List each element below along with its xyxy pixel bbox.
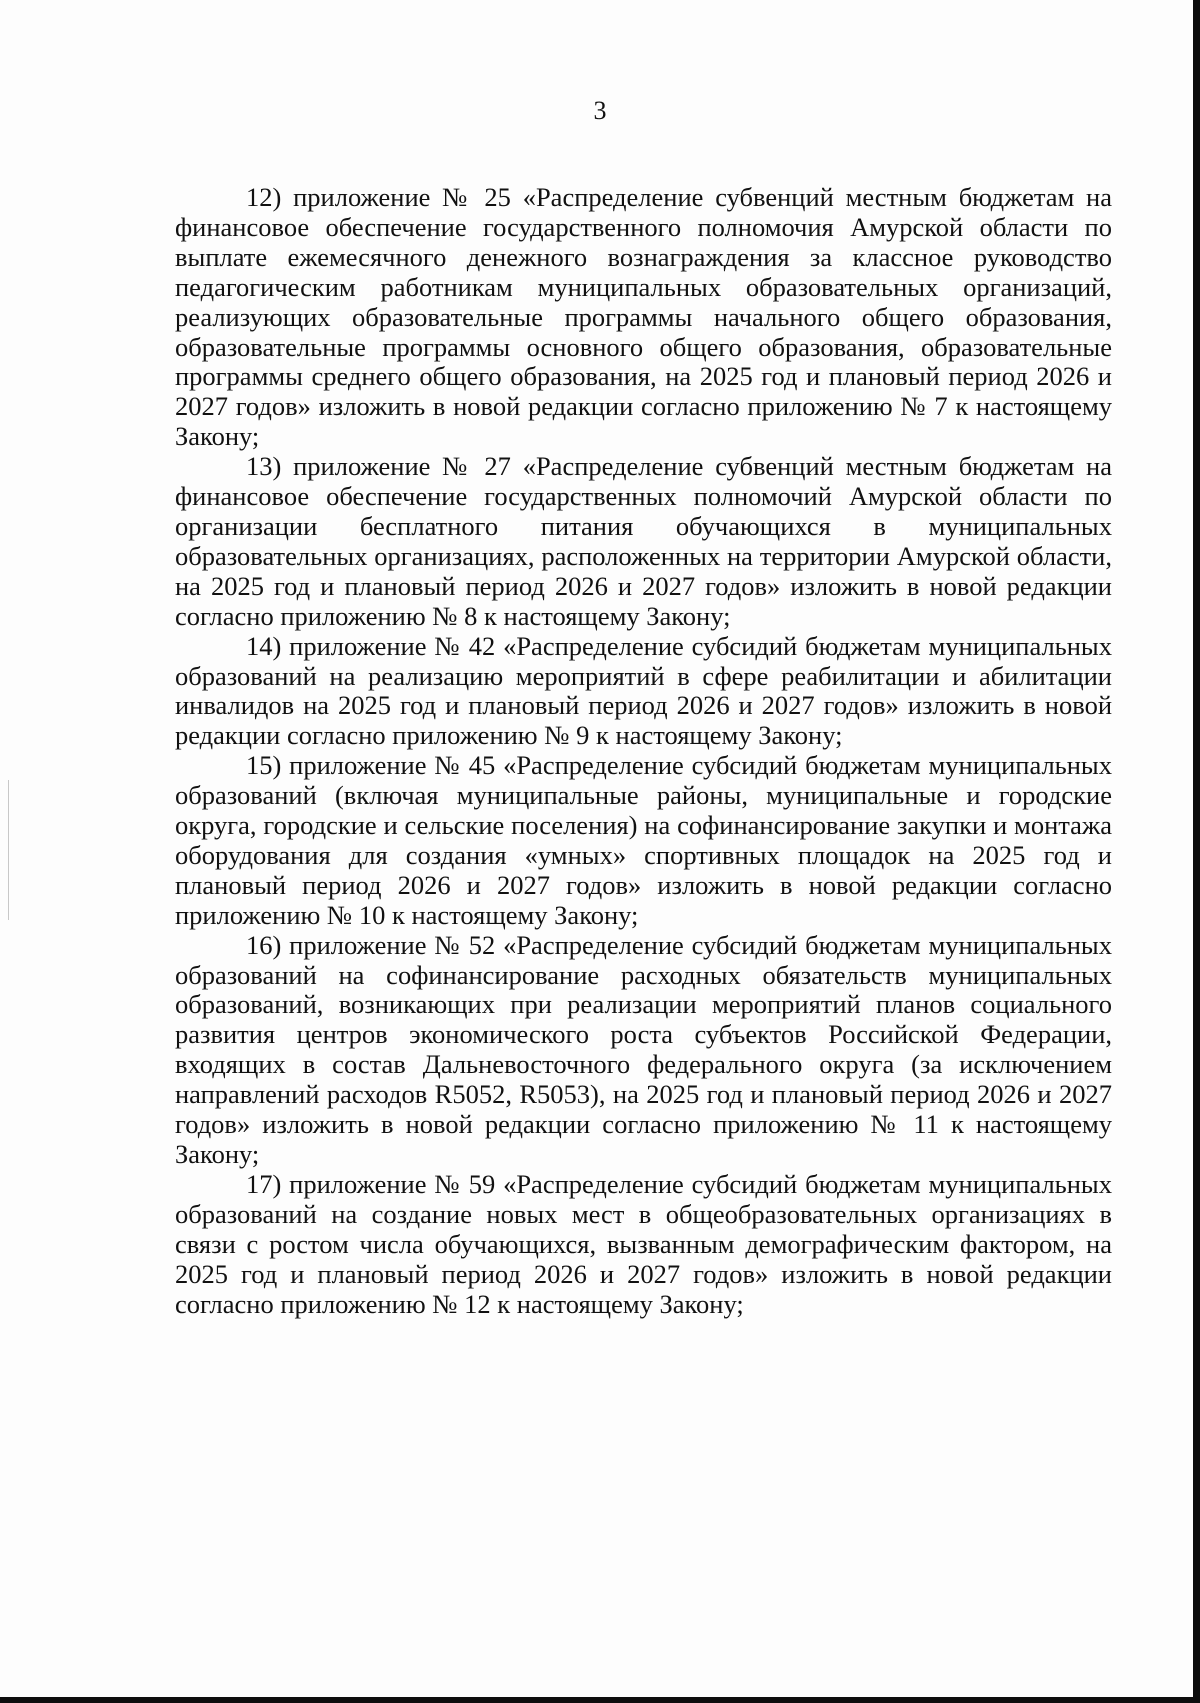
- paragraph-item-13: 13) приложение № 27 «Распределение субвенций местным бюджетам на финансовое обеспечение государственных полномочий Амурской области по организации бесплатного питания обучающихся в муниципальных образовательных организациях, расположенных на территории Амурской области, на 2025 год и плановый период 2026 и 2027 годов» изложить в новой редакции согласно приложению № 8 к настоящему Закону;: [175, 451, 1112, 631]
- paragraph-item-14: 14) приложение № 42 «Распределение субсидий бюджетам муниципальных образований на реализацию мероприятий в сфере реабилитации и абилитации инвалидов на 2025 год и плановый период 2026 и 2027 годов» изложить в новой редакции согласно приложению № 9 к настоящему Закону;: [175, 630, 1112, 751]
- scan-border-bottom: [0, 1697, 1200, 1703]
- scan-border-right: [1193, 0, 1200, 1703]
- paragraph-item-17: 17) приложение № 59 «Распределение субсидий бюджетам муниципальных образований на создание новых мест в общеобразовательных организациях в связи с ростом числа обучающихся, вызванным демографическим фактором, на 2025 год и плановый период 2026 и 2027 годов» изложить в новой редакции согласно приложению № 12 к настоящему Закону;: [175, 1168, 1112, 1319]
- scan-artifact-line: [8, 780, 9, 920]
- paragraph-item-16: 16) приложение № 52 «Распределение субсидий бюджетам муниципальных образований на софинансирование расходных обязательств муниципальных образований, возникающих при реализации мероприятий планов социального развития центров экономического роста субъектов Российской Федерации, входящих в состав Дальневосточного федерального округа (за исключением направлений расходов R5052, R5053), на 2025 год и плановый период 2026 и 2027 годов» изложить в новой редакции согласно приложению № 11 к настоящему Закону;: [175, 929, 1112, 1169]
- document-body: [175, 183, 1112, 1319]
- paragraph-item-15: 15) приложение № 45 «Распределение субсидий бюджетам муниципальных образований (включая муниципальные районы, муниципальные и городские округа, городские и сельские поселения) на софинансирование закупки и монтажа оборудования для создания «умных» спортивных площадок на 2025 год и плановый период 2026 и 2027 годов» изложить в новой редакции согласно приложению № 10 к настоящему Закону;: [175, 750, 1112, 930]
- page-number: 3: [593, 96, 607, 125]
- paragraph-item-12: 12) приложение № 25 «Распределение субвенций местным бюджетам на финансовое обеспечение государственного полномочия Амурской области по выплате ежемесячного денежного вознаграждения за классное руководство педагогическим работникам муниципальных образовательных организаций, реализующих образовательные программы начального общего образования, образовательные программы основного общего образования, образовательные программы среднего общего образования, на 2025 год и плановый период 2026 и 2027 годов» изложить в новой редакции согласно приложению № 7 к настоящему Закону;: [175, 182, 1112, 452]
